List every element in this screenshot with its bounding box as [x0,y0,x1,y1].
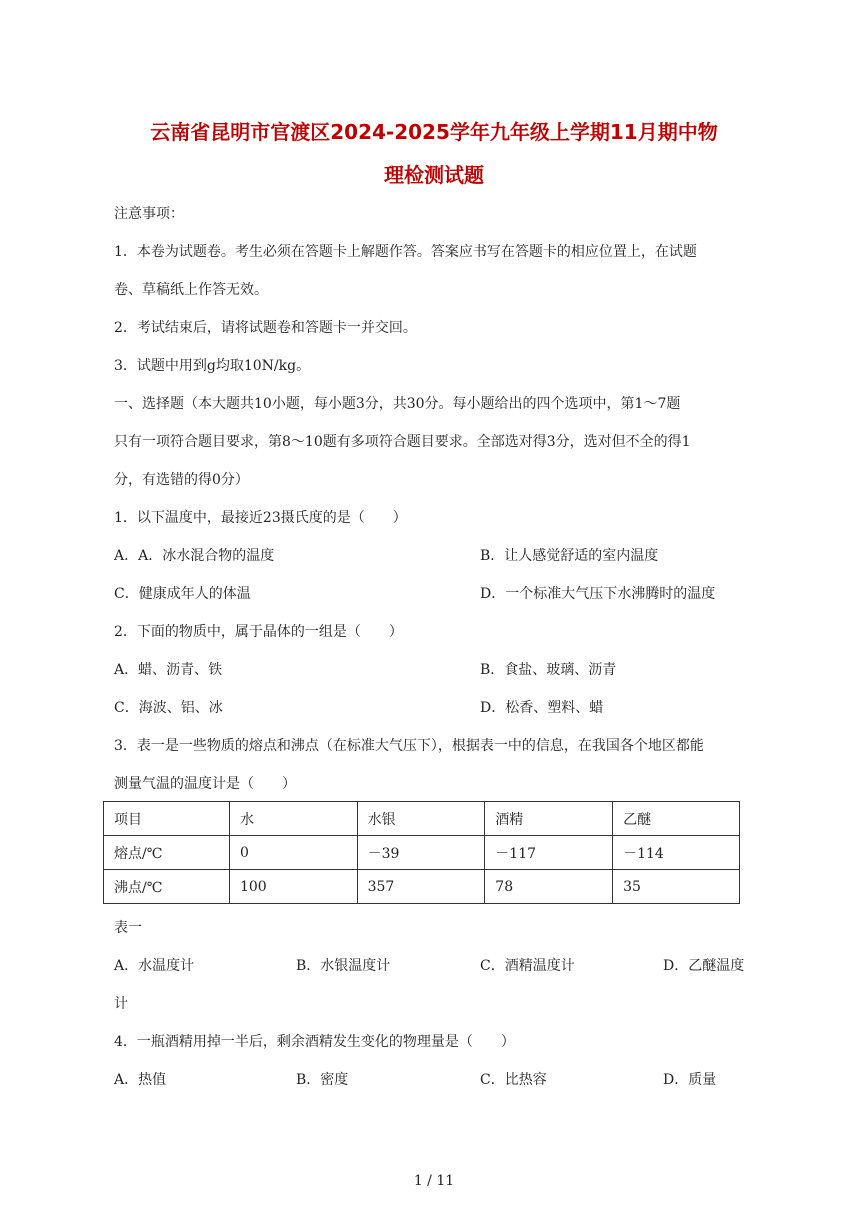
page-number: 1 / 11 [413,1173,455,1189]
question-3-stem: 3．表一是一些物质的熔点和沸点（在标准大气压下），根据表一中的信息，在我国各个地区都能 [114,738,704,754]
table-header-cell: 乙醚 [613,802,740,836]
question-2-option-b: B．食盐、玻璃、沥青 [480,662,617,678]
melting-boiling-point-table [103,801,740,904]
question-2-option-c: C．海波、铝、冰 [114,700,223,716]
table-cell: －114 [613,836,740,870]
exam-title-line-1: 云南省昆明市官渡区2024-2025学年九年级上学期11月期中物 [150,120,718,144]
exam-title-line-2: 理检测试题 [384,163,484,187]
table-header-cell: 水 [229,802,357,836]
table-header-cell: 项目 [104,802,230,836]
question-4-stem: 4．一瓶酒精用掉一半后，剩余酒精发生变化的物理量是（ ） [114,1034,515,1050]
table-row [104,836,740,870]
table-cell: 78 [485,870,613,904]
table-header-cell: 酒精 [485,802,613,836]
question-3-option-a: A．水温度计 [114,958,195,974]
question-4-option-b: B．密度 [296,1072,349,1088]
table-cell: 100 [229,870,357,904]
notice-heading: 注意事项： [114,206,184,222]
question-1-option-d: D．一个标准大气压下水沸腾时的温度 [480,586,716,602]
question-2-option-d: D．松香、塑料、蜡 [480,700,604,716]
table-cell: 0 [229,836,357,870]
question-2-option-a: A．蜡、沥青、铁 [114,662,223,678]
table-header-row [104,802,740,836]
table-header-cell: 水银 [357,802,485,836]
notice-item-1: 1．本卷为试题卷。考生必须在答题卡上解题作答。答案应书写在答题卡的相应位置上，在试题 [114,244,697,260]
table-cell: 357 [357,870,485,904]
table-cell: 熔点/℃ [104,836,230,870]
notice-item-2: 2．考试结束后，请将试题卷和答题卡一并交回。 [114,320,417,336]
question-3-option-c: C．酒精温度计 [480,958,575,974]
section-1-instructions-line-3: 分，有选错的得0分） [114,472,249,488]
question-3-option-d-continued: 计 [114,996,128,1012]
section-1-instructions-line-2: 只有一项符合题目要求，第8～10题有多项符合题目要求。全部选对得3分，选对但不全的得1 [114,434,691,450]
question-4-option-d: D．质量 [663,1072,717,1088]
question-2-stem: 2．下面的物质中，属于晶体的一组是（ ） [114,624,403,640]
notice-item-3: 3．试题中用到g均取10N/kg。 [114,358,311,374]
question-1-stem: 1．以下温度中，最接近23摄氏度的是（ ） [114,510,407,526]
question-1-option-c: C．健康成年人的体温 [114,586,251,602]
notice-item-1-continued: 卷、草稿纸上作答无效。 [114,282,268,298]
table-caption: 表一 [114,920,142,936]
question-4-option-c: C．比热容 [480,1072,547,1088]
section-1-heading: 一、选择题（本大题共10小题，每小题3分，共30分。每小题给出的四个选项中，第1～7题 [114,396,681,412]
table-row [104,870,740,904]
table-cell: 35 [613,870,740,904]
table-cell: 沸点/℃ [104,870,230,904]
question-4-option-a: A．热值 [114,1072,167,1088]
question-1-option-b: B．让人感觉舒适的室内温度 [480,548,659,564]
question-3-option-b: B．水银温度计 [296,958,391,974]
question-3-stem-continued: 测量气温的温度计是（ ） [114,776,296,792]
table-cell: －39 [357,836,485,870]
table-cell: －117 [485,836,613,870]
question-1-option-a: A．A．冰水混合物的温度 [114,548,275,564]
question-3-option-d: D．乙醚温度 [663,958,745,974]
